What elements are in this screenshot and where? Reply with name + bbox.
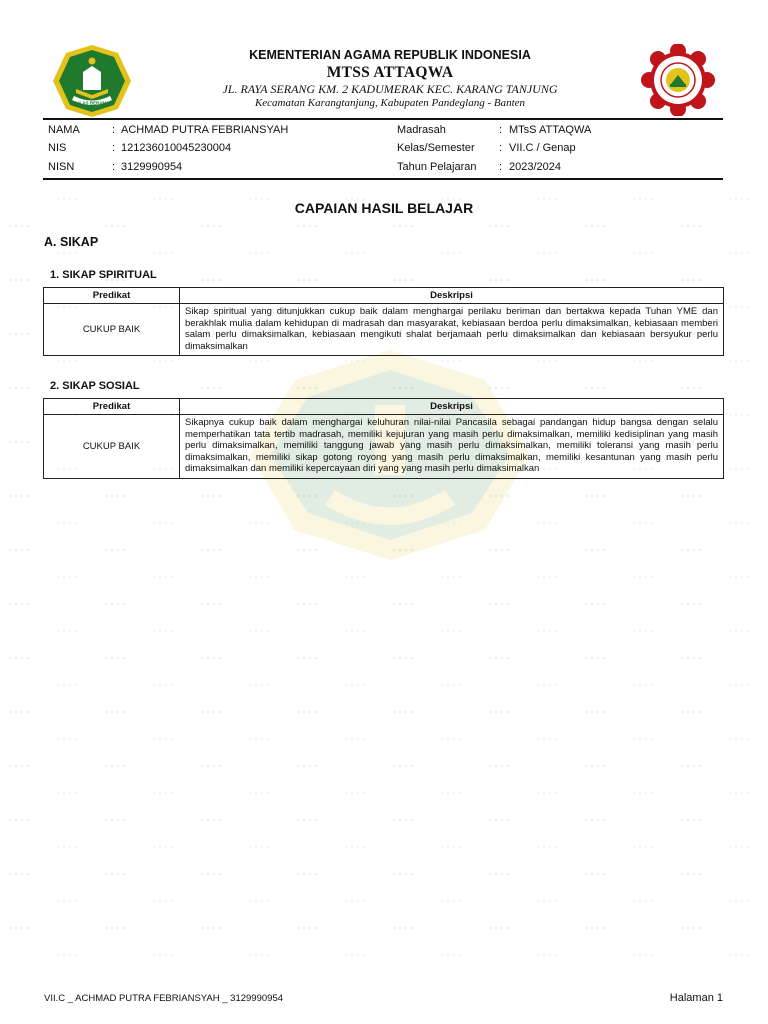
footer-left: VII.C _ ACHMAD PUTRA FEBRIANSYAH _ 3129990954: [44, 993, 284, 1004]
nis-label: NIS: [48, 142, 67, 154]
school-address: JL. RAYA SERANG KM. 2 KADUMERAK KEC. KARANG TANJUNG: [222, 82, 558, 96]
nis-colon: :: [112, 142, 116, 154]
nisn-label: NISN: [48, 161, 75, 173]
table-header-row: [44, 399, 724, 415]
table-row: [44, 415, 724, 479]
kelas-label: Kelas/Semester: [397, 142, 475, 154]
table-row: [44, 304, 724, 356]
section-a-heading: A. SIKAP: [44, 235, 99, 249]
madrasah-value: MTsS ATTAQWA: [509, 124, 592, 136]
tahun-label: Tahun Pelajaran: [397, 161, 477, 173]
sosial-predikat: CUKUP BAIK: [44, 415, 180, 479]
col-deskripsi: Deskripsi: [180, 288, 724, 304]
school-name: MTSS ATTAQWA: [326, 64, 454, 81]
header-rule-top: [43, 118, 723, 120]
sosial-table: [43, 398, 724, 479]
header-rule-bottom: [43, 178, 723, 180]
tahun-colon: :: [499, 161, 503, 173]
kelas-colon: :: [499, 142, 503, 154]
school-region: Kecamatan Karangtanjung, Kabupaten Pandeglang - Banten: [254, 97, 526, 109]
footer-page-number: Halaman 1: [669, 992, 723, 1004]
tahun-value: 2023/2024: [509, 161, 561, 173]
spiritual-predikat: CUKUP BAIK: [44, 304, 180, 356]
madrasah-label: Madrasah: [397, 124, 446, 136]
nis-value: 121236010045230004: [121, 142, 232, 154]
nama-value: ACHMAD PUTRA FEBRIANSYAH: [121, 124, 289, 136]
table-header-row: [44, 288, 724, 304]
ministry-title: KEMENTERIAN AGAMA REPUBLIK INDONESIA: [249, 48, 531, 62]
madrasah-colon: :: [499, 124, 503, 136]
nama-colon: :: [112, 124, 116, 136]
nisn-colon: :: [112, 161, 116, 173]
spiritual-table: [43, 287, 724, 356]
spiritual-heading: 1. SIKAP SPIRITUAL: [50, 269, 157, 281]
kelas-value: VII.C / Genap: [509, 142, 576, 154]
nisn-value: 3129990954: [121, 161, 183, 173]
nama-label: NAMA: [48, 124, 80, 136]
school-seal-icon: [640, 44, 716, 116]
sosial-heading: 2. SIKAP SOSIAL: [50, 380, 140, 392]
spiritual-deskripsi: Sikap spiritual yang ditunjukkan cukup baik dalam menghargai perilaku beriman dan bertakwa kepada Tuhan YME dan berakhlak mulia dalam kehidupan di madrasah dan masyarakat, kebiasaan berdoa perlu dimaksimalkan, kebiasaan memberi salam perlu dimaksimalkan, kebiasaan mengikuti shalat berjamaah perlu dimaksimalkan dan kebiasaan bersyukur perlu dimaksimalkan: [180, 304, 724, 356]
logo-text: IKHLAS BERAMAL: [71, 100, 113, 106]
col-deskripsi: Deskripsi: [180, 399, 724, 415]
col-predikat: Predikat: [44, 288, 180, 304]
col-predikat: Predikat: [44, 399, 180, 415]
kemenag-emblem-icon: [52, 44, 132, 118]
sosial-deskripsi: Sikapnya cukup baik dalam menghargai keluhuran nilai-nilai Pancasila sebagai pandangan hidup bangsa dengan selalu memperhatikan tata tertib madrasah, memiliki kejujuran yang masih perlu dimaksimalkan, memiliki kedisiplinan yang masih perlu dimaksimalkan, memiliki tanggung jawab yang masih perlu dimaksimalkan, memiliki toleransi yang masih perlu dimaksimalkan, memiliki sikap gotong royong yang masih perlu dimaksimalkan, memiliki kesantunan yang masih perlu dimaksimalkan dan memiliki kepercayaan diri yang yang masih perlu dimaksimalkan: [180, 415, 724, 479]
report-title: CAPAIAN HASIL BELAJAR: [294, 200, 474, 216]
